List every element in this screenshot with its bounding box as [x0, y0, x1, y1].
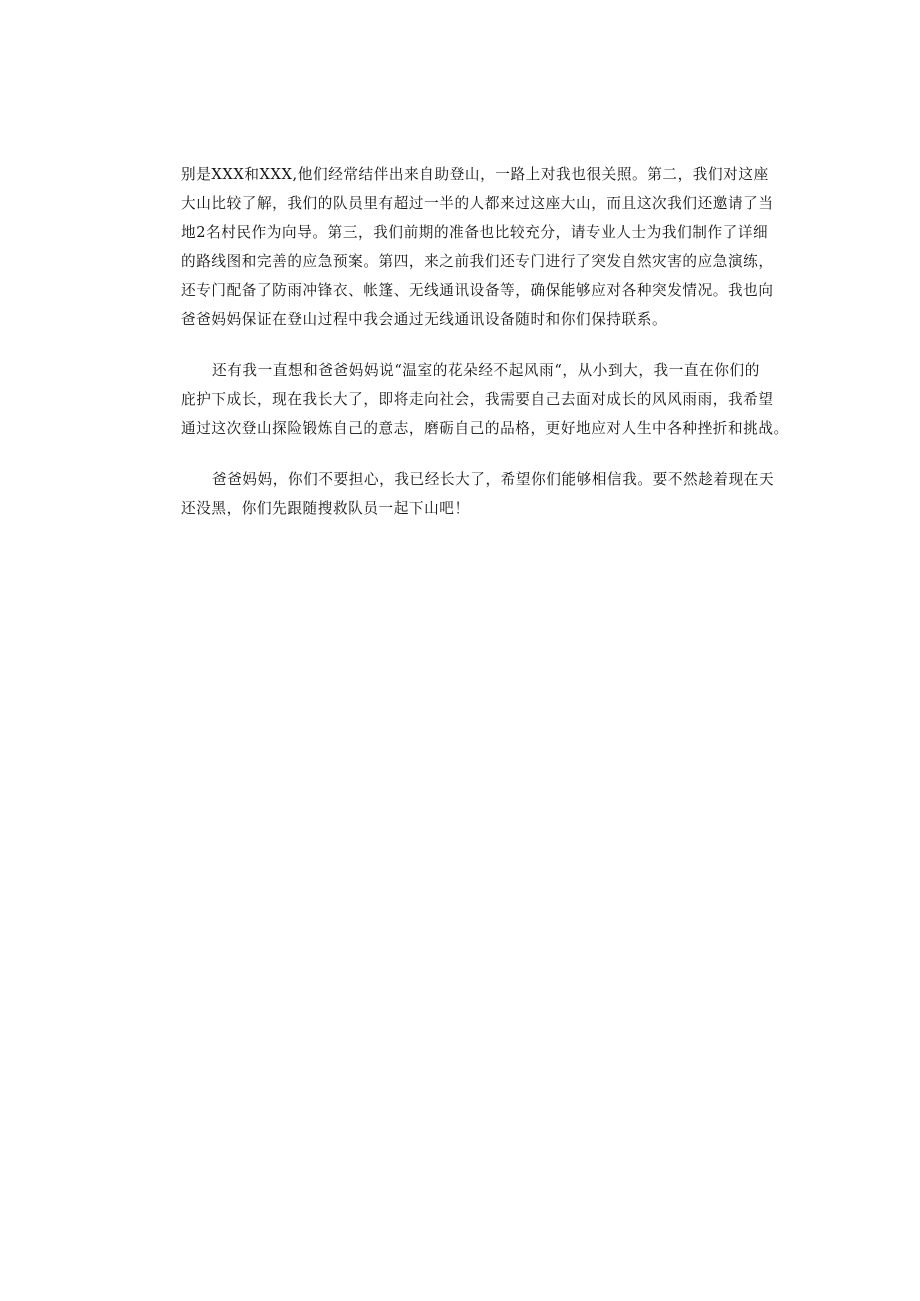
- text-line: 的路线图和完善的应急预案。第四，来之前我们还专门进行了突发自然灾害的应急演练，: [181, 253, 774, 270]
- text-line-indented: 还有我一直想和爸爸妈妈说“温室的花朵经不起风雨“，从小到大，我一直在你们的: [212, 362, 760, 379]
- text-line: 爸爸妈妈保证在登山过程中我会通过无线通讯设备随时和你们保持联系。: [181, 311, 668, 328]
- text-line: 别是XXX和XXX,他们经常结伴出来自助登山，一路上对我也很关照。第二，我们对这座: [181, 166, 769, 183]
- text-line: 庇护下成长，现在我长大了，即将走向社会，我需要自己去面对成长的风风雨雨，我希望: [181, 391, 774, 408]
- paragraph-reasons: [181, 160, 774, 334]
- paragraph-growing-up: [181, 356, 789, 443]
- text-line: 还专门配备了防雨冲锋衣、帐篷、无线通讯设备等，确保能够应对各种突发情况。我也向: [181, 282, 774, 299]
- letter-body: [181, 160, 789, 523]
- text-line: 通过这次登山探险锻炼自己的意志，磨砺自己的品格，更好地应对人生中各种挫折和挑战。: [181, 420, 789, 437]
- paragraph-spacer: [181, 443, 771, 465]
- text-line-indented: 爸爸妈妈，你们不要担心，我已经长大了，希望你们能够相信我。要不然趁着现在天: [212, 471, 775, 488]
- paragraph-spacer: [181, 334, 771, 356]
- paragraph-closing: [181, 465, 775, 523]
- text-line: 大山比较了解，我们的队员里有超过一半的人都来过这座大山，而且这次我们还邀请了当: [181, 195, 774, 212]
- text-line: 还没黑，你们先跟随搜救队员一起下山吧！: [181, 500, 470, 517]
- text-line: 地2名村民作为向导。第三，我们前期的准备也比较充分，请专业人士为我们制作了详细: [181, 224, 769, 241]
